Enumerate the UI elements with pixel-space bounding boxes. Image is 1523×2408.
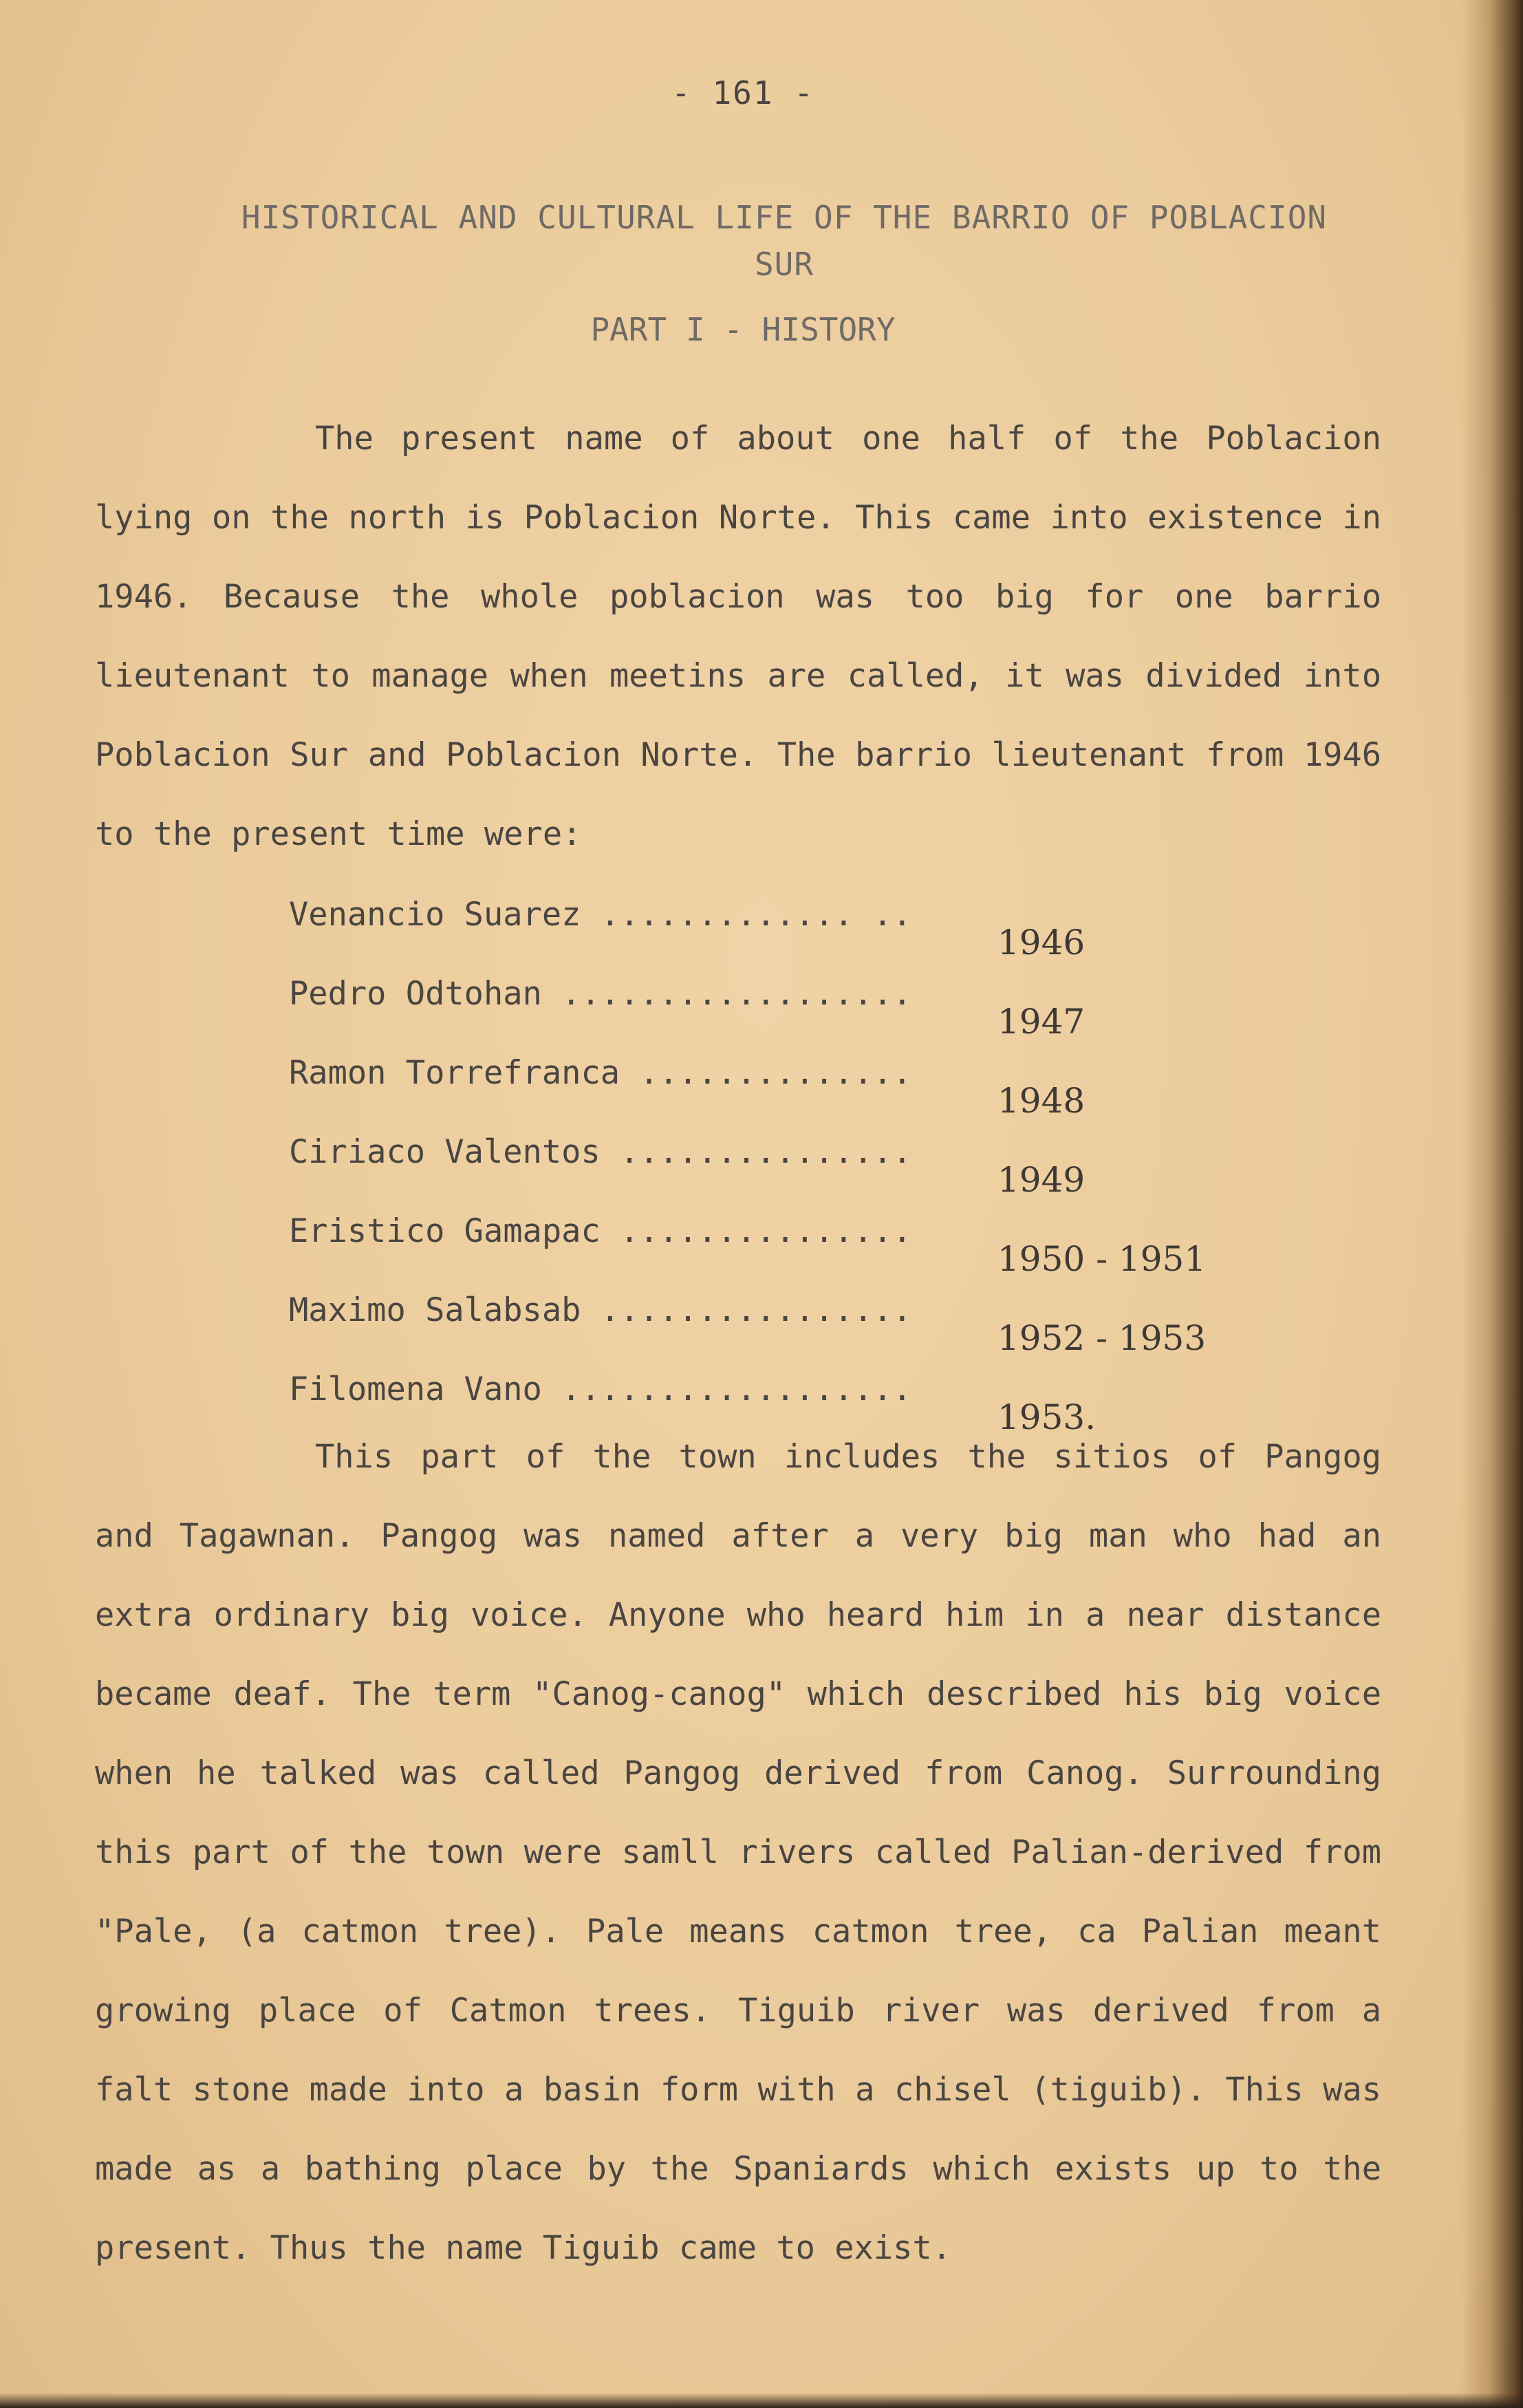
title-line-2: SUR bbox=[754, 246, 814, 283]
lieutenant-years: 1950 - 1951 bbox=[997, 1239, 1207, 1279]
lieutenant-name: Eristico Gamapac ............... bbox=[289, 1212, 912, 1250]
lieutenant-name: Pedro Odtohan .................. bbox=[289, 975, 912, 1013]
paragraph-intro: The present name of about one half of the Poblacion lying on the north is Poblacion Norte. This came into existence in 1946. Because the whole poblacion was too big for one barrio lieutenant to manage when meetins are called, it was divided into Poblacion Sur and Poblacion Norte. The barrio lieutenant from 1946 to the present time were: bbox=[95, 420, 1381, 853]
lieutenant-name: Ramon Torrefranca .............. bbox=[289, 1054, 912, 1092]
lieutenant-years: 1947 bbox=[997, 1002, 1085, 1042]
lieutenant-years: 1953. bbox=[997, 1397, 1097, 1437]
page-number: - 161 - bbox=[671, 74, 814, 111]
paragraph-sitios: This part of the town includes the sitios of Pangog and Tagawnan. Pangog was named after a very big man who had an extra ordinary big voice. Anyone who heard him in a near distance became deaf. The term "Canog-canog" which described his big voice when he talked was called Pangog derived from Canog. Surrounding this part of the town were samll rivers called Palian-derived from "Pale, (a catmon tree). Pale means catmon tree, ca Palian meant growing place of Catmon trees. Tiguib river was derived from a falt stone made into a basin form with a chisel (tiguib). This was made as a bathing place by the Spaniards which exists up to the present. Thus the name Tiguib came to exist. bbox=[95, 1438, 1381, 2267]
page-binding-shadow bbox=[1461, 0, 1523, 2408]
lieutenant-years: 1949 bbox=[997, 1160, 1085, 1200]
list-item bbox=[289, 875, 1252, 963]
lieutenant-years: 1946 bbox=[997, 923, 1085, 963]
page-bottom-edge bbox=[0, 2393, 1523, 2408]
list-item bbox=[289, 1033, 1252, 1121]
title-line-1: HISTORICAL AND CULTURAL LIFE OF THE BARRIO OF POBLACION bbox=[241, 199, 1328, 236]
document-title bbox=[234, 194, 1335, 288]
lieutenant-name: Filomena Vano .................. bbox=[289, 1370, 912, 1408]
part-heading: PART I - HISTORY bbox=[590, 311, 896, 348]
lieutenant-name: Ciriaco Valentos ............... bbox=[289, 1133, 912, 1171]
lieutenant-name: Maximo Salabsab ................ bbox=[289, 1291, 912, 1329]
lieutenant-list bbox=[289, 875, 1252, 1437]
list-item bbox=[289, 954, 1252, 1042]
list-item bbox=[289, 1271, 1252, 1358]
lieutenant-years: 1948 bbox=[997, 1081, 1085, 1121]
lieutenant-years: 1952 - 1953 bbox=[997, 1318, 1207, 1358]
lieutenant-name: Venancio Suarez ............. .. bbox=[289, 896, 912, 934]
list-item bbox=[289, 1112, 1252, 1200]
list-item bbox=[289, 1192, 1252, 1279]
